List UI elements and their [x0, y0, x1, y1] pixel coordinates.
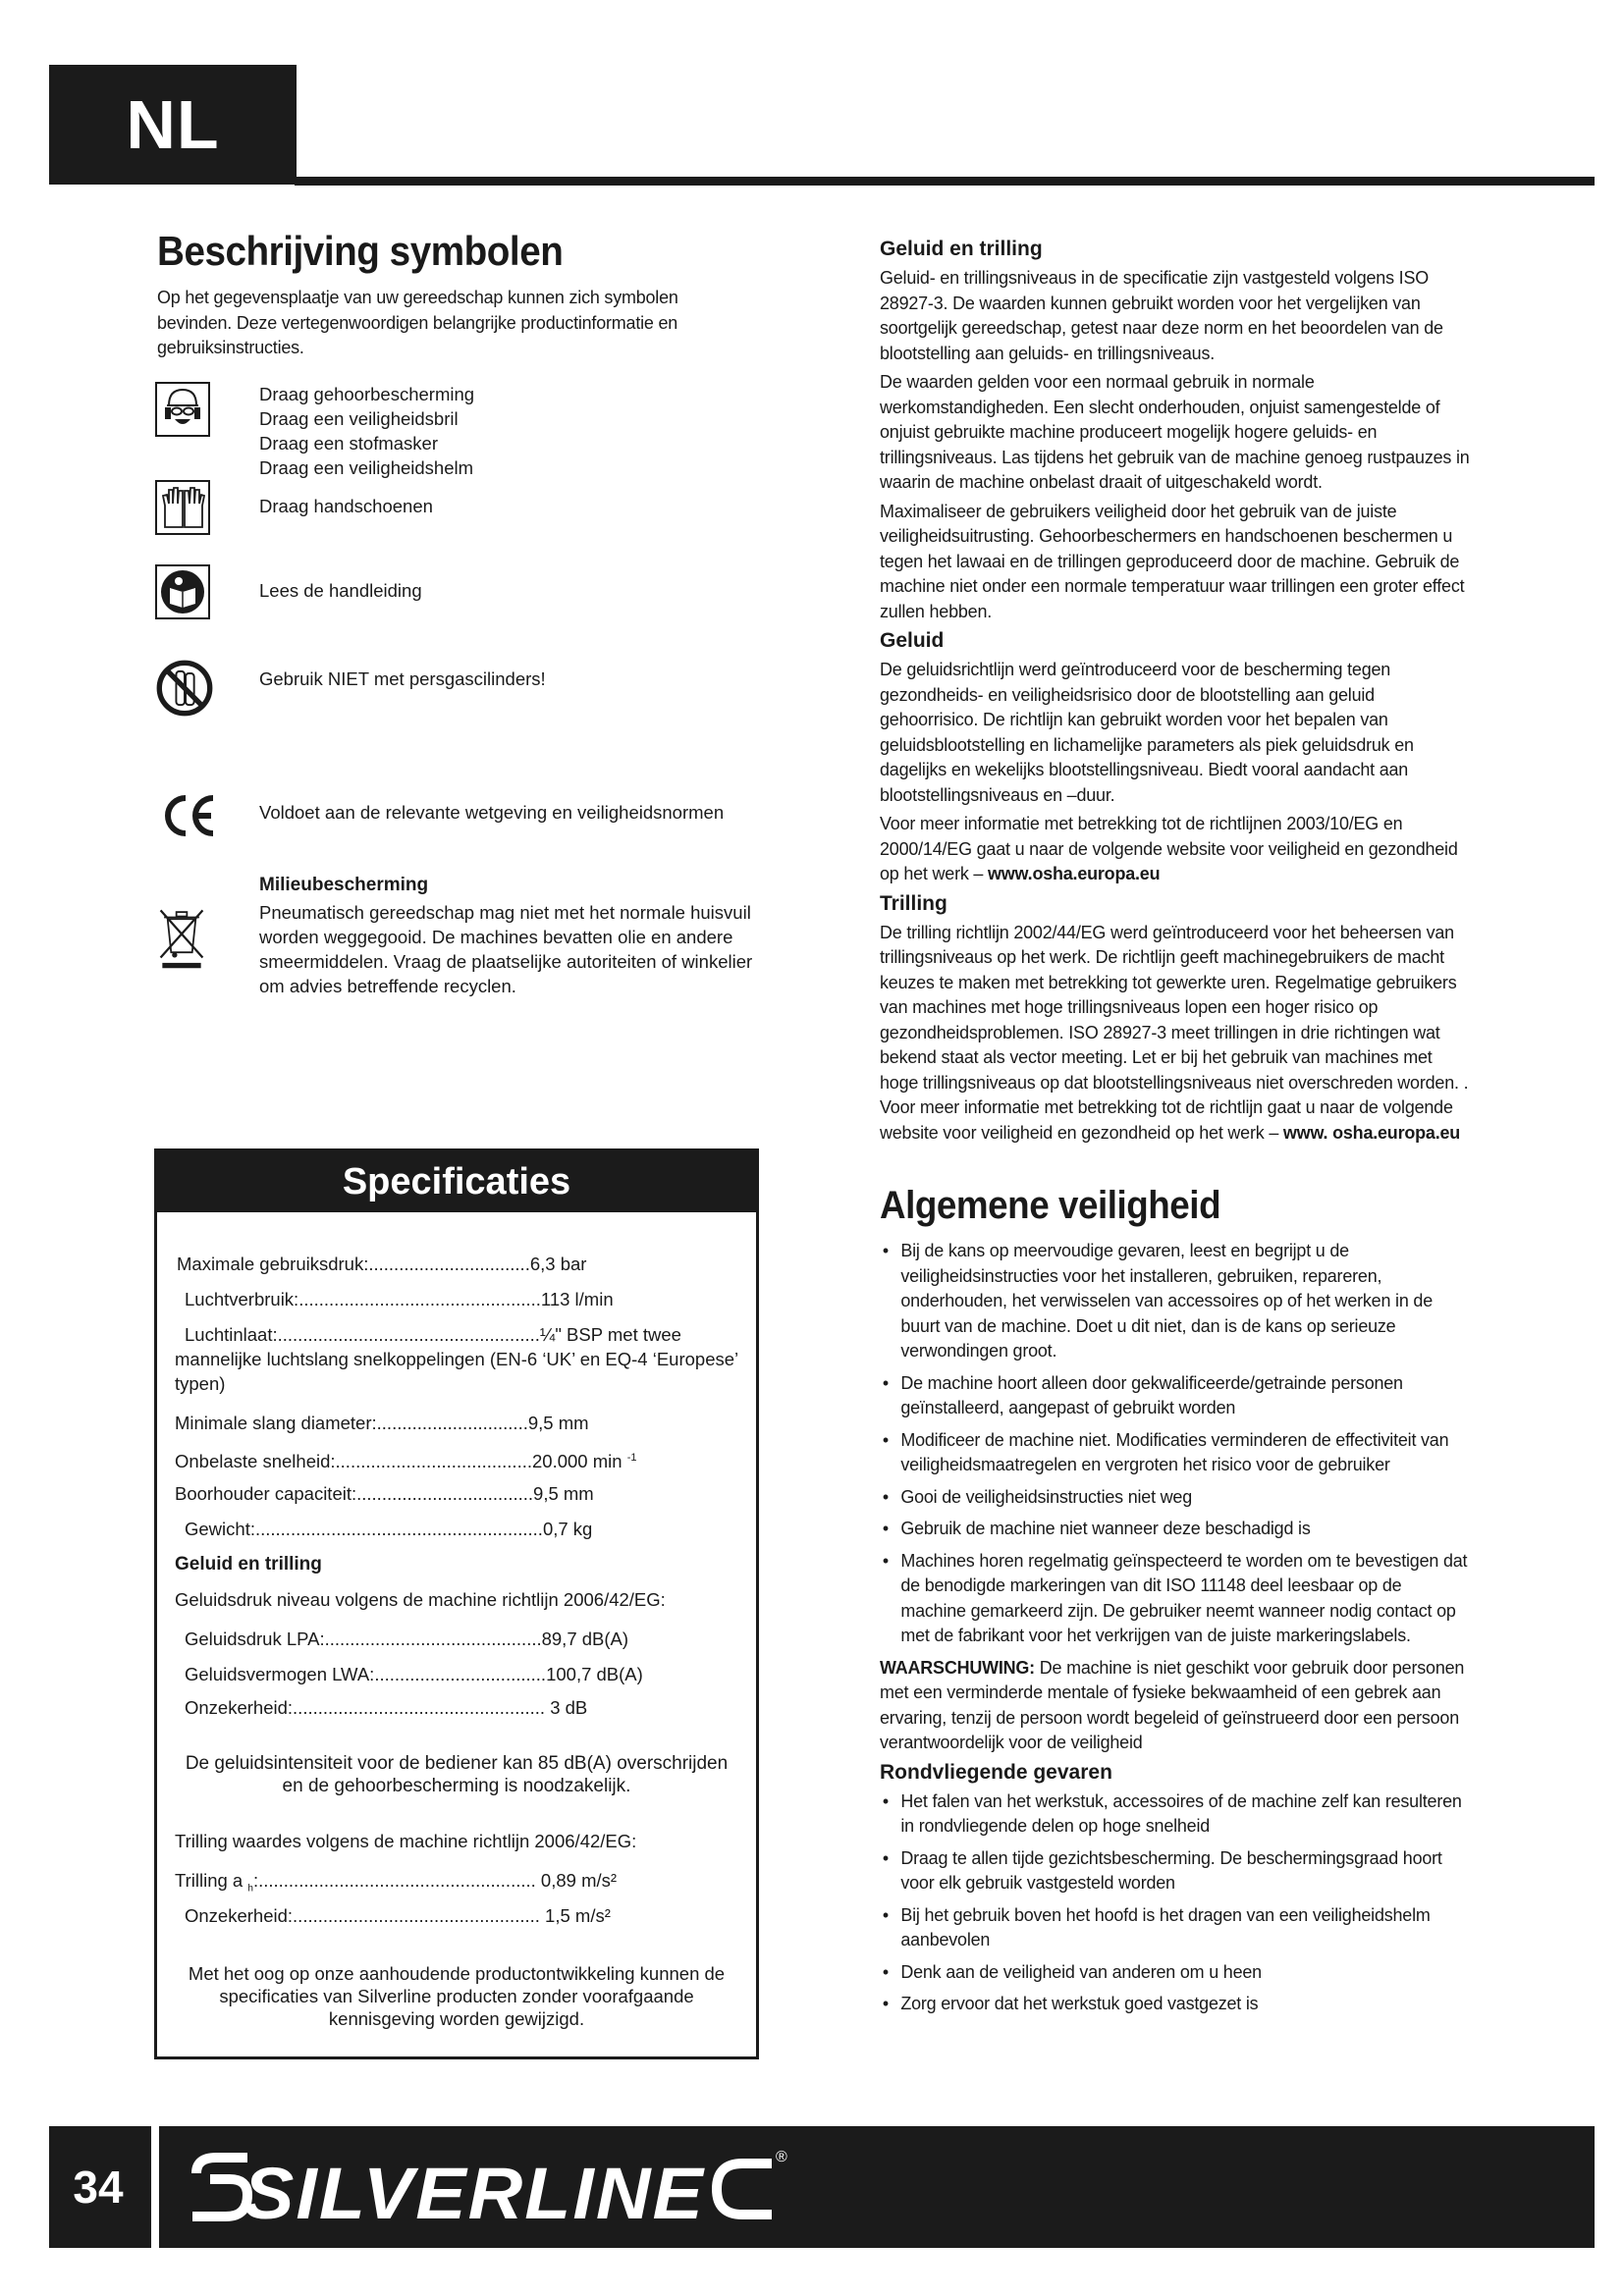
spec-dots: ................................	[368, 1254, 530, 1274]
list-item: • Het falen van het werkstuk, accessoires of de machine zelf kan resulteren in rondvliegende delen op hoge snelheid	[880, 1789, 1470, 1839]
noise-p1: De geluidsrichtlijn werd geïntroduceerd voor de bescherming tegen gezondheids- en veiligheidsrisico door de blootstelling aan geluid gehoorrisico. De richtlijn kan gebruikt worden voor het bepalen van geluidsblootstelling en lichamelijke parameters als piek geluidsdruk en dagelijks en wekelijks blootstellingsniveau. Biedt vooral aandacht aan blootstellingsniveaus en –duur.	[880, 659, 1414, 805]
gloves-icon	[155, 480, 210, 535]
list-item: • De machine hoort alleen door gekwalificeerde/getrainde personen geïnstalleerd, aangepast of gebruikt worden	[880, 1370, 1470, 1420]
spec-label: Luchtinlaat:	[185, 1324, 278, 1345]
symbol-text-manual: Lees de handleiding	[259, 579, 422, 601]
spec-value: 113 l/min	[540, 1289, 614, 1309]
spec-dots: ....................................................	[277, 1324, 540, 1345]
noise-vibration-title: Geluid en trilling	[880, 238, 1043, 260]
spec-label: Onzekerheid:	[185, 1905, 294, 1926]
silverline-logo	[187, 2144, 795, 2234]
spec-subscript: h	[247, 1883, 253, 1895]
noise-vibration-p3: Maximaliseer de gebruikers veiligheid door het gebruik van de juiste veiligheidsuitrusting. Gehoorbeschermers en handschoenen beschermen u tegen het lawaai en de trillingen geproduceerd door de machine. Gebruik de machine niet onder een normale temperatuur waar trillingen een groter effect zullen hebben.	[880, 500, 1465, 621]
no-gas-cylinder-icon	[155, 659, 214, 718]
symbol-text-ce: Voldoet aan de relevante wetgeving en veiligheidsnormen	[259, 801, 725, 823]
list-item: • Gooi de veiligheidsinstructies niet weg	[880, 1484, 1470, 1510]
spec-row-sound-pressure	[185, 1627, 628, 1651]
flying-hazards-list	[880, 1789, 1470, 2016]
spec-dots: ...................................	[356, 1483, 534, 1504]
list-item: • Bij het gebruik boven het hoofd is het dragen van een veiligheidshelm aanbevolen	[880, 1902, 1470, 1952]
spec-dots: .......................................................	[258, 1870, 536, 1891]
noise-vibration-p2: De waarden gelden voor een normaal gebruik in normale werkomstandigheden. Een slecht onderhouden, onjuist samengestelde of onjuist gebruikte machine produceert mogelijk hogere geluids- en trillingsniveaus. Las tijdens het gebruik van de machine genoeg rustpauzes in waarin de machine onbelast draait of uitgeschakeld wordt.	[880, 371, 1470, 492]
spec-dots: .................................................	[293, 1905, 540, 1926]
environment-title: Milieubescherming	[259, 874, 429, 895]
symbol-text-ppe: Draag gehoorbescherming Draag een veiligheidsbril Draag een stofmasker Draag een veiligheidshelm	[259, 383, 475, 478]
spec-label: Gewicht:	[185, 1519, 255, 1539]
manual-icon	[155, 564, 210, 619]
spec-value: 9,5 mm	[527, 1413, 589, 1433]
environment-text: Pneumatisch gereedschap mag niet met het normale huisvuil worden weggegooid. De machines bevatten olie en andere smeermiddelen. Vraag de plaatselijke autoriteiten of winkelier om advies betreffende recyclen.	[259, 901, 753, 996]
spec-row-pressure	[177, 1252, 586, 1276]
spec-row-noise-uncertainty	[185, 1695, 587, 1720]
spec-dots: ..............................	[376, 1413, 528, 1433]
spec-value: 1,5 m/s²	[545, 1905, 611, 1926]
spec-label: Trilling a	[175, 1870, 244, 1891]
spec-label: Maximale gebruiksdruk:	[177, 1254, 369, 1274]
spec-dots: ..................................	[374, 1664, 547, 1684]
spec-label-colon: :	[252, 1870, 259, 1891]
language-code: NL	[126, 86, 220, 163]
list-item: • Zorg ervoor dat het werkstuk goed vastgezet is	[880, 1991, 1470, 2016]
spec-row-sound-power	[185, 1662, 643, 1686]
spec-label: Geluidsdruk LPA:	[185, 1629, 325, 1649]
list-item: • Bij de kans op meervoudige gevaren, leest en begrijpt u de veiligheidsinstructies voor het installeren, gebruiken, repareren, onderhouden, het verwisselen van accessoires op of het werken in de buurt van de machine. Doet u dit niet, dan is de kans op serieuze verwondingen groot.	[880, 1238, 1470, 1363]
weee-bin-icon	[157, 898, 206, 977]
right-column	[880, 228, 1489, 2023]
spec-dots: .........................................................	[254, 1519, 543, 1539]
spec-row-vibration-uncertainty	[185, 1903, 611, 1928]
spec-noise-note: De geluidsintensiteit voor de bediener kan 85 dB(A) overschrijden en de gehoorbescherming is noodzakelijk.	[185, 1753, 729, 1796]
spec-dots: ................................................	[298, 1289, 541, 1309]
spec-value: 9,5 mm	[533, 1483, 594, 1504]
warning-paragraph	[880, 1655, 1470, 1755]
spec-row-no-load-speed	[175, 1446, 636, 1473]
general-safety-title: Algemene veiligheid	[880, 1184, 1221, 1227]
flying-hazards-title: Rondvliegende gevaren	[880, 1760, 1112, 1784]
vibration-title: Trilling	[880, 891, 947, 915]
page-number: 34	[73, 2162, 124, 2213]
spec-value: 6,3 bar	[529, 1254, 587, 1274]
spec-label: Onzekerheid:	[185, 1697, 294, 1718]
noise-vibration-p1: Geluid- en trillingsniveaus in de specificatie zijn vastgesteld volgens ISO 28927-3. De waarden kunnen gebruikt worden voor het vergelijken van soortgelijk gereedschap, getest naar deze norm en het beoordelen van de blootstelling aan geluids- en trillingsniveaus.	[880, 267, 1443, 363]
spec-row-air-inlet	[185, 1322, 681, 1347]
spec-label: Onbelaste snelheid:	[175, 1451, 336, 1472]
vibration-p1-text: De trilling richtlijn 2002/44/EG werd geïntroduceerd voor het beheersen van trillingsniveaus op het werk. De richtlijn geeft machinegebruikers de macht keuzes te maken met betrekking tot gewerkte uren. Regelmatige gebruikers van machines met hoge trillingsniveaus lopen een hoger risico op gezondheidsproblemen. ISO 28927-3 meet trillingen in drie richtingen wat bekend staat als vector meeting. Let er bij het gebruik van machines met hoge trillingsniveaus op dat blootstellingsniveaus niet overschreden worden. . Voor meer informatie met betrekking tot de richtlijn gaat u naar de volgende website voor veiligheid en gezondheid op het werk –	[880, 921, 1469, 1143]
noise-p2-text: Voor meer informatie met betrekking tot de richtlijnen 2003/10/EG en 2000/14/EG gaat u naar de volgende website voor veiligheid en gezondheid op het werk –	[880, 813, 1458, 883]
list-item: • Gebruik de machine niet wanneer deze beschadigd is	[880, 1516, 1470, 1541]
language-tab	[49, 65, 297, 185]
list-item: • Denk aan de veiligheid van anderen om u heen	[880, 1959, 1470, 1985]
spec-value: 100,7 dB(A)	[546, 1664, 643, 1684]
spec-value: 0,7 kg	[542, 1519, 593, 1539]
spec-row-air-consumption	[185, 1287, 614, 1311]
spec-value: 0,89 m/s²	[540, 1870, 618, 1891]
symbol-text-gloves: Draag handschoenen	[259, 495, 433, 516]
spec-noise-intro: Geluidsdruk niveau volgens de machine richtlijn 2006/42/EG:	[175, 1589, 666, 1610]
spec-dots: .......................................	[335, 1451, 532, 1472]
spec-row-weight	[185, 1517, 592, 1541]
warning-label: WAARSCHUWING:	[880, 1656, 1035, 1678]
spec-value: ¼" BSP met twee	[539, 1324, 681, 1345]
list-item: • Modificeer de machine niet. Modificaties verminderen de effectiviteit van veiligheidsmaatregelen en vergroten het risico voor de gebruiker	[880, 1427, 1470, 1477]
ce-mark-icon	[155, 788, 220, 843]
symbols-intro: Op het gegevensplaatje van uw gereedschap kunnen zich symbolen bevinden. Deze vertegenwoordigen belangrijke productinformatie en gebruiksinstructies.	[157, 287, 678, 357]
spec-footnote: Met het oog op onze aanhoudende productontwikkeling kunnen de specificaties van Silverline producten zonder voorafgaande kennisgeving worden gewijzigd.	[188, 1963, 726, 2029]
specifications-title: Specificaties	[157, 1151, 756, 1212]
footer-divider	[151, 2126, 159, 2248]
footer-bar	[49, 2126, 1595, 2248]
registered-mark: ®	[776, 2149, 787, 2165]
spec-value: 20.000 min	[532, 1451, 623, 1472]
osha-link-2[interactable]: www. osha.europa.eu	[1282, 1121, 1461, 1143]
noise-title: Geluid	[880, 629, 945, 652]
specifications-box	[154, 1148, 759, 2059]
symbol-text-no-gas: Gebruik NIET met persgascilinders!	[259, 667, 546, 689]
spec-label: Boorhouder capaciteit:	[175, 1483, 357, 1504]
spec-dots: ..................................................	[293, 1697, 546, 1718]
spec-vibration-intro: Trilling waardes volgens de machine richtlijn 2006/42/EG:	[175, 1831, 637, 1851]
header-rule	[295, 177, 1595, 186]
spec-dots: ...........................................	[324, 1629, 542, 1649]
ppe-icon	[155, 382, 210, 437]
spec-value: 3 dB	[550, 1697, 588, 1718]
warning-text: De machine is niet geschikt voor gebruik door personen met een verminderde mentale of fysieke bekwaamheid of een gebrek aan ervaring, tenzij de persoon wordt begeleid of geïnstrueerd door een persoon verantwoordelijk voor de veiligheid	[880, 1656, 1465, 1752]
spec-row-hose-diameter	[175, 1411, 589, 1435]
general-safety-list	[880, 1238, 1470, 1648]
vibration-p1	[880, 920, 1470, 1146]
spec-noise-title: Geluid en trilling	[175, 1554, 322, 1575]
symbols-section	[157, 228, 756, 1047]
brand-wordmark: SILVERLINE	[244, 2153, 706, 2234]
spec-unit-exponent: -1	[626, 1452, 637, 1464]
spec-label: Luchtverbruik:	[185, 1289, 299, 1309]
symbol-list	[155, 382, 754, 1069]
symbols-title: Beschrijving symbolen	[157, 228, 564, 274]
noise-p2	[880, 811, 1470, 886]
spec-value: 89,7 dB(A)	[541, 1629, 629, 1649]
spec-label: Geluidsvermogen LWA:	[185, 1664, 375, 1684]
osha-link-1[interactable]: www.osha.europa.eu	[988, 863, 1161, 883]
spec-label: Minimale slang diameter:	[175, 1413, 377, 1433]
list-item: • Draag te allen tijde gezichtsbescherming. De beschermingsgraad hoort voor elk gebruik vastgesteld worden	[880, 1845, 1470, 1896]
spec-inlet-continuation: mannelijke luchtslang snelkoppelingen (EN-6 ‘UK’ en EQ-4 ‘Europese’ typen)	[175, 1349, 738, 1394]
spec-row-vibration	[175, 1868, 617, 1901]
list-item: • Machines horen regelmatig geïnspecteerd te worden om te bevestigen dat de benodigde markeringen van dit ISO 11148 deel leesbaar op de machine gemarkeerd zijn. De gebruiker neemt wanneer nodig contact op met de fabrikant voor het verkrijgen van de juiste markeringslabels.	[880, 1548, 1470, 1648]
spec-row-chuck-capacity	[175, 1481, 594, 1506]
